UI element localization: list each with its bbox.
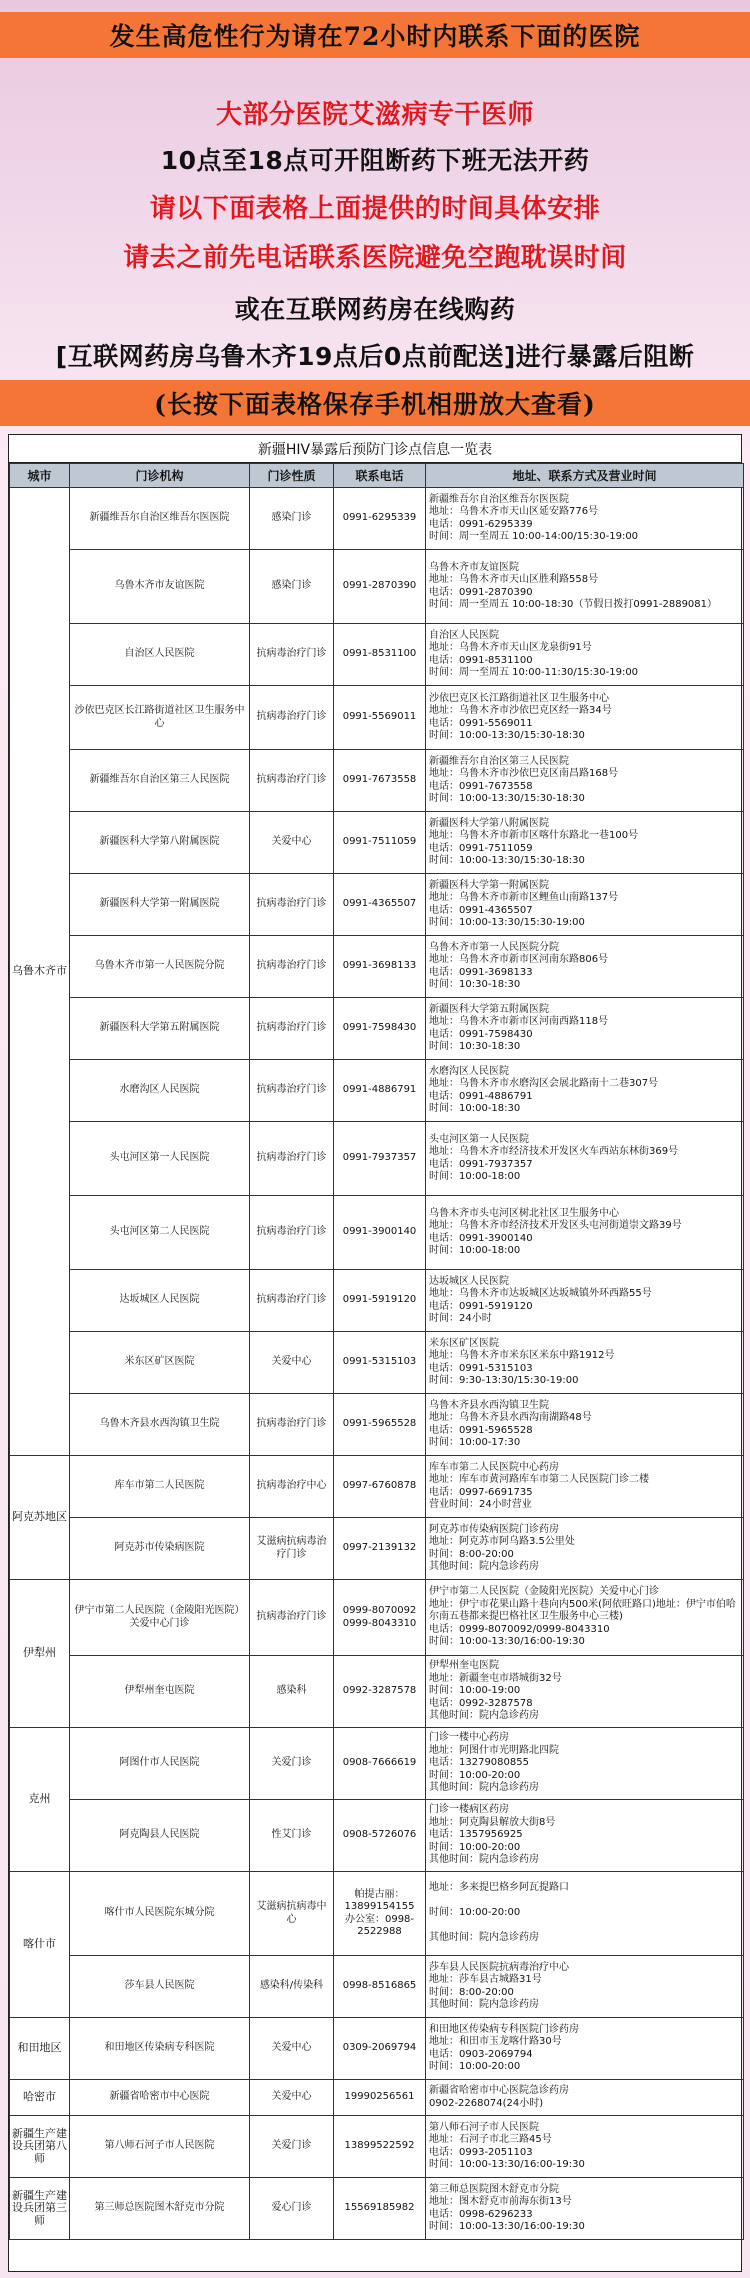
info-cell [426,1580,744,1656]
table-row [10,2178,744,2240]
org-cell: 莎车县人民医院 [70,1956,250,2018]
info-cell [426,686,744,750]
info-line: 第三师总医院图木舒克市分院 [429,2183,559,2195]
org-cell: 水磨沟区人民医院 [70,1060,250,1122]
header-line-6: 或在互联网药房在线购药 [234,295,516,324]
table-row [10,1196,744,1270]
info-line: 时间：10:00-13:30/16:00-19:30 [429,2158,585,2170]
table-row [10,1122,744,1196]
info-line: 地址：和田市玉龙喀什路30号 [429,2036,562,2048]
info-line: 电话：0991-5315103 [429,1362,533,1374]
info-line: 时间：8:00-20:00 [429,1548,514,1560]
info-line: 阿克苏市传染病医院门诊药房 [429,1523,559,1535]
info-line: 时间：10:00-20:00 [429,1841,521,1853]
info-cell [426,624,744,686]
info-line: 电话：1357956925 [429,1829,523,1841]
info-line: 水磨沟区人民医院 [429,1065,509,1077]
info-line: 地址：图木舒克市前海东街13号 [429,2196,572,2208]
info-line: 乌鲁木齐县水西沟镇卫生院 [429,1399,549,1411]
type-cell: 抗病毒治疗门诊 [250,1060,334,1122]
info-line: 地址：阿克陶县解放大街8号 [429,1816,556,1828]
info-line: 电话：0992-3287578 [429,1697,533,1709]
type-cell: 感染科/传染科 [250,1956,334,2018]
type-cell: 感染科 [250,1656,334,1728]
table-row [10,488,744,550]
info-line: 其他时间：院内急诊药房 [429,1998,539,2010]
info-line: 米东区矿区医院 [429,1337,499,1349]
phone-cell: 0908-5726076 [334,1800,426,1872]
org-cell: 乌鲁木齐县水西沟镇卫生院 [70,1394,250,1456]
table-row [10,750,744,812]
phone-cell: 0998-8516865 [334,1956,426,2018]
phone-cell: 0991-7937357 [334,1122,426,1196]
table-row [10,1060,744,1122]
info-line: 新疆医科大学第一附属医院 [429,879,549,891]
info-line: 0902-2268074(24小时) [429,2097,544,2109]
info-line: 电话：0999-8070092/0999-8043310 [429,1623,610,1635]
type-cell: 抗病毒治疗门诊 [250,1394,334,1456]
info-line: 电话：0991-5965528 [429,1424,533,1436]
org-cell: 乌鲁木齐市友谊医院 [70,550,250,624]
info-cell [426,874,744,936]
info-line: 其他时间：院内急诊药房 [429,1932,539,1944]
org-cell: 头屯河区第一人民医院 [70,1122,250,1196]
info-line: 第八师石河子市人民医院 [429,2121,539,2133]
info-cell [426,1060,744,1122]
info-cell [426,812,744,874]
info-line: 地址：乌鲁木齐市水磨沟区会展北路南十二巷307号 [429,1078,659,1090]
info-line: 电话：0991-6295339 [429,518,533,530]
table-row [10,2080,744,2116]
info-line: 电话：0991-4365507 [429,904,533,916]
info-line: 时间：10:00-13:30/16:00-19:30 [429,1636,585,1648]
info-line: 时间：10:00-13:30/16:00-19:30 [429,2220,585,2232]
type-cell: 抗病毒治疗门诊 [250,750,334,812]
org-cell: 第八师石河子市人民医院 [70,2116,250,2178]
info-cell [426,1800,744,1872]
table-row [10,1800,744,1872]
info-line: 地址：库车市黄河路库车市第二人民医院门诊二楼 [429,1474,649,1486]
info-line [429,1920,740,1932]
org-cell: 新疆省哈密市中心医院 [70,2080,250,2116]
info-line: 时间：10:00-13:30/15:30-18:30 [429,729,585,741]
info-cell [426,2018,744,2080]
info-line: 时间：24小时 [429,1312,492,1324]
city-cell: 新疆生产建设兵团第三师 [10,2178,70,2240]
table-body [10,488,744,2240]
table-row [10,1394,744,1456]
info-line: 乌鲁木齐市友谊医院 [429,561,519,573]
header [0,0,750,428]
phone-cell: 0991-7511059 [334,812,426,874]
info-cell [426,1122,744,1196]
org-cell: 喀什市人民医院东城分院 [70,1872,250,1956]
city-cell: 克州 [10,1728,70,1872]
info-line: 电话：0903-2069794 [429,2048,533,2060]
type-cell: 感染门诊 [250,550,334,624]
info-cell [426,550,744,624]
city-cell: 新疆生产建设兵团第八师 [10,2116,70,2178]
info-cell [426,1656,744,1728]
phone-cell: 0991-8531100 [334,624,426,686]
info-line: 地址：石河子市北三路45号 [429,2134,552,2146]
type-cell: 关爱中心 [250,1332,334,1394]
info-line: 地址：伊宁市花果山路十巷向内500米(阿依旺路口)地址：伊宁市伯哈尔南五巷都来提巴格社区卫生服务中心三楼) [429,1598,736,1623]
info-cell [426,1394,744,1456]
info-cell [426,936,744,998]
column-header-info: 地址、联系方式及营业时间 [426,464,744,488]
type-cell: 抗病毒治疗中心 [250,1456,334,1518]
phone-cell: 0997-6760878 [334,1456,426,1518]
table-row [10,874,744,936]
info-cell [426,2178,744,2240]
org-cell: 新疆维吾尔自治区维吾尔医医院 [70,488,250,550]
table-row [10,624,744,686]
info-line: 电话：0991-3900140 [429,1232,533,1244]
info-line: 地址：阿克苏市阿乌路3.5公里处 [429,1536,575,1548]
phone-cell: 0991-4365507 [334,874,426,936]
table-row [10,1332,744,1394]
info-line: 时间：10:00-20:00 [429,2060,521,2072]
info-line: 库车市第二人民医院中心药房 [429,1461,559,1473]
table-row [10,686,744,750]
header-band-bottom: (长按下面表格保存手机相册放大查看) [0,380,750,426]
org-cell: 阿克苏市传染病医院 [70,1518,250,1580]
info-line: 时间：10:00-18:00 [429,1244,521,1256]
phone-cell: 19990256561 [334,2080,426,2116]
info-line: 门诊一楼病区药房 [429,1804,509,1816]
org-cell: 达坂城区人民医院 [70,1270,250,1332]
info-line: 地址：阿图什市光明路北四院 [429,1744,559,1756]
type-cell: 关爱中心 [250,812,334,874]
info-line: 其他时间：院内急诊药房 [429,1854,539,1866]
type-cell: 抗病毒治疗门诊 [250,1270,334,1332]
info-line: 地址：乌鲁木齐市天山区延安路776号 [429,506,599,518]
info-line: 新疆医科大学第八附属医院 [429,817,549,829]
info-cell [426,2080,744,2116]
info-line: 时间：10:00-18:30 [429,1102,521,1114]
info-line: 电话：0991-2870390 [429,586,533,598]
type-cell: 关爱中心 [250,2080,334,2116]
table-row [10,936,744,998]
phone-cell: 0991-7673558 [334,750,426,812]
info-cell [426,998,744,1060]
info-line: 时间：周一至周五 10:00-18:30（节假日拨打0991-2889081） [429,598,718,610]
org-cell: 库车市第二人民医院 [70,1456,250,1518]
info-cell [426,1196,744,1270]
phone-cell: 帕提古丽： 13899154155 办公室：0998- 2522988 [334,1872,426,1956]
info-line: 时间：10:00-19:00 [429,1685,521,1697]
column-header-phone: 联系电话 [334,464,426,488]
info-cell [426,1456,744,1518]
city-cell: 哈密市 [10,2080,70,2116]
phone-cell: 0991-5569011 [334,686,426,750]
type-cell: 艾滋病抗病毒治疗门诊 [250,1518,334,1580]
phone-cell: 0991-3900140 [334,1196,426,1270]
info-line: 地址：乌鲁木齐市新市区河南西路118号 [429,1016,609,1028]
info-line: 其他时间：院内急诊药房 [429,1560,539,1572]
table-row [10,998,744,1060]
city-cell: 阿克苏地区 [10,1456,70,1580]
table-row [10,2116,744,2178]
info-line: 电话：0997-6691735 [429,1486,533,1498]
org-cell: 头屯河区第二人民医院 [70,1196,250,1270]
org-cell: 新疆医科大学第八附属医院 [70,812,250,874]
type-cell: 抗病毒治疗门诊 [250,874,334,936]
org-cell: 沙依巴克区长江路街道社区卫生服务中心 [70,686,250,750]
type-cell: 抗病毒治疗门诊 [250,1196,334,1270]
info-line: 营业时间：24小时营业 [429,1498,532,1510]
type-cell: 关爱门诊 [250,1728,334,1800]
table-row [10,1656,744,1728]
phone-cell: 0309-2069794 [334,2018,426,2080]
info-cell [426,1728,744,1800]
info-line: 电话：0991-8531100 [429,654,533,666]
info-line: 地址：乌鲁木齐市新市区河南东路806号 [429,954,609,966]
phone-cell: 0991-4886791 [334,1060,426,1122]
info-cell [426,1872,744,1956]
info-line: 时间：10:30-18:30 [429,978,521,990]
table-row [10,1728,744,1800]
info-line: 头屯河区第一人民医院 [429,1133,529,1145]
info-line: 莎车县人民医院抗病毒治疗中心 [429,1961,569,1973]
column-header-org: 门诊机构 [70,464,250,488]
phone-cell: 0991-5919120 [334,1270,426,1332]
header-line-3: 10点至18点可开阻断药下班无法开药 [160,146,590,175]
info-cell [426,1332,744,1394]
info-line: 电话：0991-3698133 [429,966,533,978]
info-line [429,1895,740,1907]
table-row [10,812,744,874]
column-header-city: 城市 [10,464,70,488]
type-cell: 艾滋病抗病毒中心 [250,1872,334,1956]
table-row [10,550,744,624]
city-cell: 和田地区 [10,2018,70,2080]
info-line: 时间：8:00-20:00 [429,1986,514,1998]
info-line: 伊犁州奎屯医院 [429,1660,499,1672]
table-row [10,1456,744,1518]
city-cell: 伊犁州 [10,1580,70,1728]
header-line-7: [互联网药房乌鲁木齐19点后0点前配送]进行暴露后阻断 [55,342,695,371]
table-row [10,1270,744,1332]
org-cell: 米东区矿区医院 [70,1332,250,1394]
table-row [10,1518,744,1580]
info-line: 电话：0991-7598430 [429,1028,533,1040]
info-cell [426,1956,744,2018]
info-cell [426,488,744,550]
info-line: 时间：10:00-20:00 [429,1769,521,1781]
org-cell: 新疆维吾尔自治区第三人民医院 [70,750,250,812]
phone-cell: 0991-5965528 [334,1394,426,1456]
info-line: 地址：乌鲁木齐市天山区胜利路558号 [429,574,599,586]
type-cell: 抗病毒治疗门诊 [250,624,334,686]
info-line: 地址：乌鲁木齐市沙依巴克区南昌路168号 [429,768,619,780]
phone-cell: 0997-2139132 [334,1518,426,1580]
phone-cell: 0908-7666619 [334,1728,426,1800]
phone-cell: 0991-3698133 [334,936,426,998]
table-row [10,1956,744,2018]
info-line: 地址：新疆奎屯市塔城街32号 [429,1672,562,1684]
info-line: 时间：10:00-13:30/15:30-18:30 [429,854,585,866]
org-cell: 和田地区传染病专科医院 [70,2018,250,2080]
org-cell: 新疆医科大学第一附属医院 [70,874,250,936]
column-header-type: 门诊性质 [250,464,334,488]
info-line: 时间：9:30-13:30/15:30-19:00 [429,1374,579,1386]
info-line: 地址：乌鲁木齐市经济技术开发区头屯河街道崇文路39号 [429,1220,682,1232]
phone-cell: 0991-7598430 [334,998,426,1060]
info-cell [426,750,744,812]
info-line: 门诊一楼中心药房 [429,1732,509,1744]
info-line: 乌鲁木齐市第一人民医院分院 [429,941,559,953]
info-line: 新疆省哈密市中心医院急诊药房 [429,2085,569,2097]
info-line: 地址：乌鲁木齐市新市区鲤鱼山南路137号 [429,892,619,904]
header-line-4: 请以下面表格上面提供的时间具体安排 [149,194,601,224]
info-line: 其他时间：院内急诊药房 [429,1782,539,1794]
phone-cell: 0991-5315103 [334,1332,426,1394]
header-line-5: 请去之前先电话联系医院避免空跑耽误时间 [123,243,627,273]
clinic-table [9,463,744,2240]
org-cell: 伊犁州奎屯医院 [70,1656,250,1728]
type-cell: 关爱门诊 [250,2116,334,2178]
city-cell: 喀什市 [10,1872,70,2018]
info-line: 地址：莎车县古城路31号 [429,1974,542,1986]
info-line: 时间：周一至周五 10:00-14:00/15:30-19:00 [429,530,639,542]
info-line: 新疆维吾尔自治区第三人民医院 [429,755,569,767]
info-line: 电话：0991-7511059 [429,842,533,854]
header-line-2: 大部分医院艾滋病专干医师 [215,100,534,130]
info-line: 其他时间：院内急诊药房 [429,1710,539,1722]
org-cell: 阿克陶县人民医院 [70,1800,250,1872]
info-line: 达坂城区人民医院 [429,1275,509,1287]
info-line: 地址：多来提巴格乡阿瓦提路口 [429,1882,569,1894]
org-cell: 第三师总医院图木舒克市分院 [70,2178,250,2240]
phone-cell: 0999-8070092 0999-8043310 [334,1580,426,1656]
city-cell: 乌鲁木齐市 [10,488,70,1456]
info-cell [426,1270,744,1332]
type-cell: 性艾门诊 [250,1800,334,1872]
info-line: 沙依巴克区长江路街道社区卫生服务中心 [429,692,609,704]
info-line: 伊宁市第二人民医院（金陵阳光医院）关爱中心门诊 [429,1586,659,1598]
info-cell [426,2116,744,2178]
info-line: 地址：乌鲁木齐市米东区米东中路1912号 [429,1350,615,1362]
type-cell: 感染门诊 [250,488,334,550]
type-cell: 抗病毒治疗门诊 [250,998,334,1060]
info-line: 电话：13279080855 [429,1757,529,1769]
type-cell: 抗病毒治疗门诊 [250,1580,334,1656]
table-header-row [10,464,744,488]
info-line: 地址：乌鲁木齐市达坂城区达坂城镇外环西路55号 [429,1288,652,1300]
info-line: 地址：乌鲁木齐市经济技术开发区火车西站东林街369号 [429,1146,679,1158]
table-row [10,1872,744,1956]
info-line: 和田地区传染病专科医院门诊药房 [429,2023,579,2035]
org-cell: 自治区人民医院 [70,624,250,686]
info-cell [426,1518,744,1580]
info-line: 时间：10:00-17:30 [429,1436,521,1448]
org-cell: 阿图什市人民医院 [70,1728,250,1800]
type-cell: 抗病毒治疗门诊 [250,1122,334,1196]
phone-cell: 0992-3287578 [334,1656,426,1728]
info-line: 时间：10:00-13:30/15:30-18:30 [429,792,585,804]
phone-cell: 13899522592 [334,2116,426,2178]
table-title: 新疆HIV暴露后预防门诊点信息一览表 [9,435,741,463]
info-line: 电话：0993-2051103 [429,2146,533,2158]
type-cell: 爱心门诊 [250,2178,334,2240]
org-cell: 新疆医科大学第五附属医院 [70,998,250,1060]
type-cell: 抗病毒治疗门诊 [250,936,334,998]
phone-cell: 0991-6295339 [334,488,426,550]
table-row [10,1580,744,1656]
info-line: 乌鲁木齐市头屯河区树北社区卫生服务中心 [429,1207,619,1219]
type-cell: 抗病毒治疗门诊 [250,686,334,750]
org-cell: 伊宁市第二人民医院（金陵阳光医院）关爱中心门诊 [70,1580,250,1656]
org-cell: 乌鲁木齐市第一人民医院分院 [70,936,250,998]
info-line: 电话：0991-7673558 [429,780,533,792]
info-line: 时间：10:00-18:00 [429,1170,521,1182]
info-line: 新疆维吾尔自治区维吾尔医医院 [429,493,569,505]
info-line: 地址：乌鲁木齐市新市区喀什东路北一巷100号 [429,830,639,842]
info-line: 时间：周一至周五 10:00-11:30/15:30-19:00 [429,666,639,678]
info-line: 电话：0991-4886791 [429,1090,533,1102]
info-line: 时间：10:00-13:30/15:30-19:00 [429,916,585,928]
header-band-top: 发生高危性行为请在72小时内联系下面的医院 [0,12,750,58]
info-line: 时间：10:00-20:00 [429,1907,521,1919]
info-line: 电话：0991-7937357 [429,1158,533,1170]
type-cell: 关爱中心 [250,2018,334,2080]
phone-cell: 15569185982 [334,2178,426,2240]
info-line: 电话：0991-5569011 [429,717,533,729]
info-line: 时间：10:30-18:30 [429,1040,521,1052]
info-line: 地址：乌鲁木齐市天山区龙泉街91号 [429,642,592,654]
info-line: 地址：乌鲁木齐市沙依巴克区经一路34号 [429,705,612,717]
phone-cell: 0991-2870390 [334,550,426,624]
info-line: 地址：乌鲁木齐县水西沟南湖路48号 [429,1412,592,1424]
table-row [10,2018,744,2080]
info-line: 电话：0998-6296233 [429,2208,533,2220]
clinic-table-container [8,434,742,2272]
info-line: 自治区人民医院 [429,629,499,641]
info-line: 新疆医科大学第五附属医院 [429,1003,549,1015]
info-line: 电话：0991-5919120 [429,1300,533,1312]
